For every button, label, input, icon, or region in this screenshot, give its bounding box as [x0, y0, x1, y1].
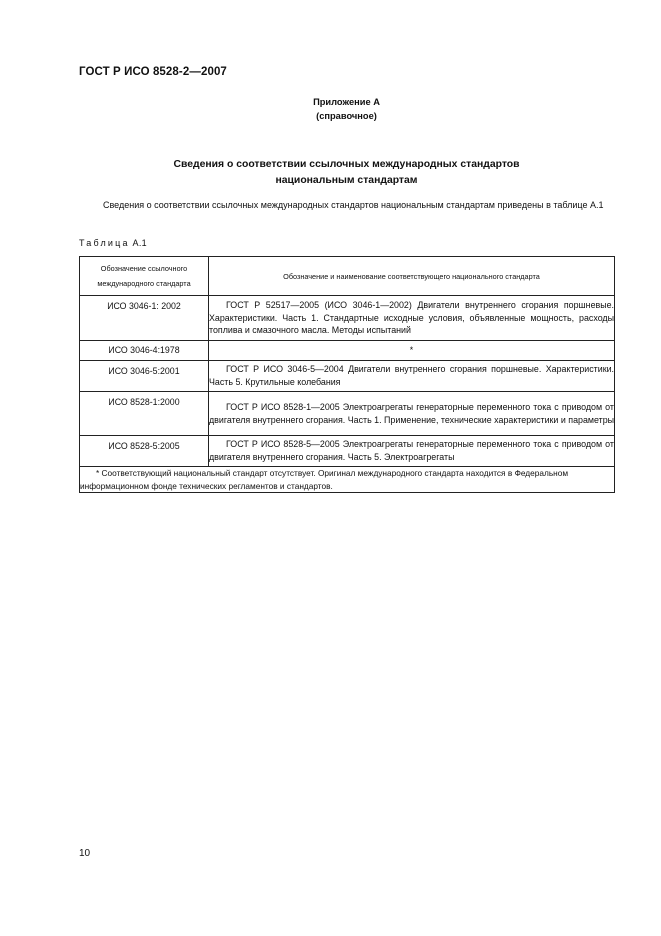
- section-title-line-2: национальным стандартам: [275, 175, 418, 186]
- reference-standard-cell: ИСО 3046-5:2001: [80, 361, 209, 392]
- table-header-row: [80, 257, 615, 296]
- national-standard-text: ГОСТ Р ИСО 3046-5—2004 Двигатели внутреннего сгорания поршневые. Характеристики. Часть 5. Крутильные колебания: [209, 364, 614, 387]
- header-reference-standard-line-2: международного стандарта: [97, 279, 191, 288]
- national-standard-cell: [209, 296, 615, 341]
- page-number: 10: [79, 848, 91, 859]
- document-code-header: ГОСТ Р ИСО 8528-2—2007: [79, 66, 227, 78]
- table-row: [80, 341, 615, 361]
- section-title: [0, 157, 661, 189]
- table-caption: [79, 238, 147, 248]
- table-footnote-row: [80, 467, 615, 493]
- standards-correspondence-table: [79, 256, 615, 493]
- header-reference-standard-line-1: Обозначение ссылочного: [100, 264, 188, 273]
- table-caption-word: Таблица: [79, 238, 130, 248]
- reference-standard-cell: ИСО 8528-1:2000: [80, 392, 209, 436]
- appendix-title: Приложение А: [313, 97, 380, 107]
- reference-standard-cell: ИСО 3046-4:1978: [80, 341, 209, 361]
- reference-standard-cell: ИСО 3046-1: 2002: [80, 296, 209, 341]
- national-standard-cell: [209, 392, 615, 436]
- national-standard-text: ГОСТ Р ИСО 8528-1—2005 Электроагрегаты генераторные переменного тока с приводом от двигателя внутреннего сгорания. Часть 1. Применение, технические характеристики и параметры: [209, 401, 615, 425]
- table-row: [80, 392, 615, 436]
- header-national-standard: Обозначение и наименование соответствующего национального стандарта: [209, 257, 615, 296]
- table-caption-number: А.1: [132, 238, 147, 248]
- table-footnote-text: * Соответствующий национальный стандарт отсутствует. Оригинал международного стандарта находится в Федеральном информационном фонде технических регламентов и стандартов.: [80, 468, 569, 491]
- table-row: [80, 361, 615, 392]
- national-standard-text: ГОСТ Р ИСО 8528-5—2005 Электроагрегаты генераторные переменного тока с приводом от двигателя внутреннего сгорания. Часть 5. Электроагрегаты: [209, 439, 614, 462]
- intro-paragraph: Сведения о соответствии ссылочных международных стандартов национальным стандартам приведены в таблице А.1: [103, 200, 604, 210]
- appendix-subtitle: (справочное): [316, 111, 377, 121]
- national-standard-cell: *: [209, 341, 615, 361]
- reference-standard-cell: ИСО 8528-5:2005: [80, 436, 209, 467]
- table-row: [80, 296, 615, 341]
- national-standard-cell: [209, 436, 615, 467]
- section-title-line-1: Сведения о соответствии ссылочных международных стандартов: [173, 159, 520, 170]
- national-standard-text: ГОСТ Р 52517—2005 (ИСО 3046-1—2002) Двигатели внутреннего сгорания поршневые. Характеристики. Часть 1. Стандартные исходные условия, объявленные мощность, расходы топлива и смазочного масла. Методы испытаний: [209, 300, 614, 336]
- table-row: [80, 436, 615, 467]
- header-reference-standard: [80, 257, 209, 296]
- table-footnote: [80, 467, 615, 493]
- appendix-heading: [0, 95, 661, 123]
- national-standard-cell: [209, 361, 615, 392]
